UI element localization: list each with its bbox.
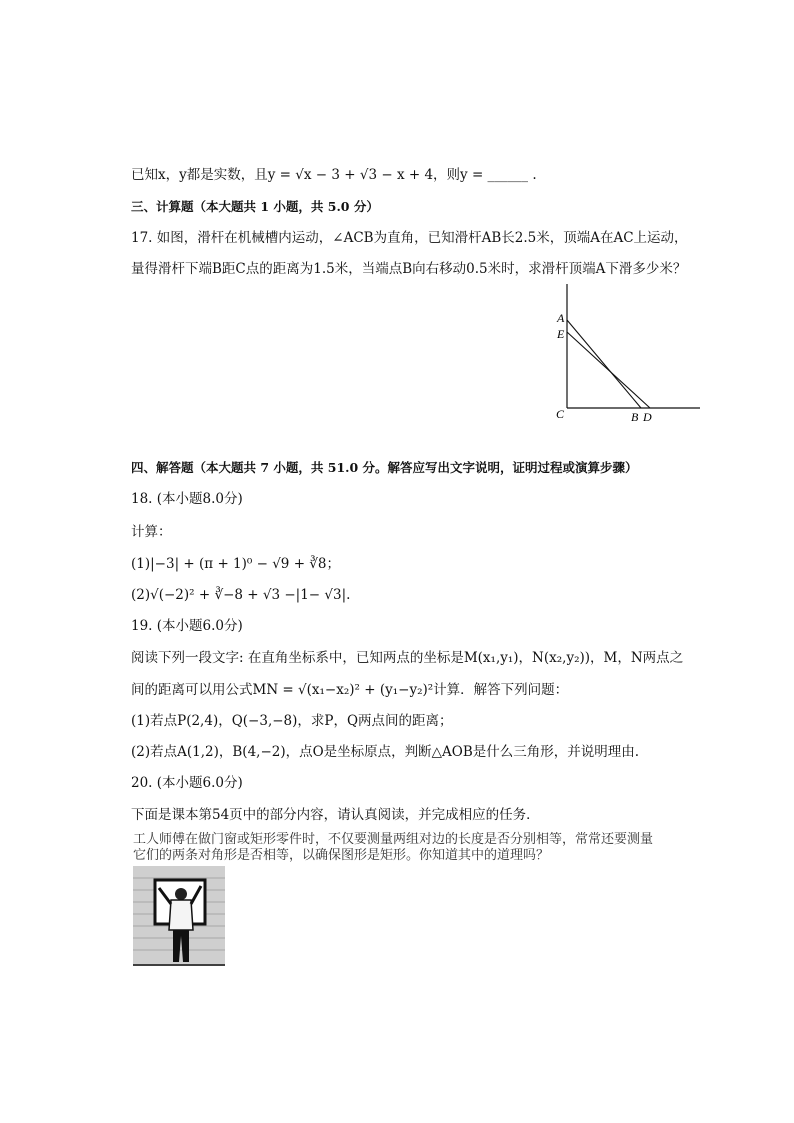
q19-line1: 阅读下列一段文字: 在直角坐标系中，已知两点的坐标是M(x₁,y₁)，N(x₂,y₂))，M，N两点之	[131, 650, 684, 666]
q19-part1: (1)若点P(2,4)，Q(−3,−8)，求P，Q两点间的距离；	[131, 713, 453, 729]
q17-line2: 量得滑杆下端B距C点的距离为1.5米，当端点B向右移动0.5米时，求滑杆顶端A下滑多少米？	[131, 261, 687, 277]
q19-part2: (2)若点A(1,2)，B(4,−2)，点O是坐标原点，判断△AOB是什么三角形，并说明理由.	[131, 744, 640, 760]
rod-ab	[567, 320, 641, 408]
q18-part2: (2)√(−2)² + ∛−8 + √3 −|1− √3|.	[131, 587, 351, 603]
q20-line1: 下面是课本第54页中的部分内容，请认真阅读，并完成相应的任务．	[131, 807, 540, 823]
q19-line2: 间的距离可以用公式MN = √(x₁−x₂)² + (y₁−y₂)²计算．解答下列问题：	[131, 682, 569, 698]
label-e: E	[557, 327, 565, 341]
q16	[131, 166, 537, 184]
section4-heading: 四、解答题（本大题共 7 小题，共 51.0 分。解答应写出文字说明，证明过程或演算步骤）	[131, 460, 638, 475]
label-c: C	[556, 407, 565, 421]
sliding-rod-figure	[550, 280, 702, 428]
textbook-line1: 工人师傅在做门窗或矩形零件时，不仅要测量两组对边的长度是否分别相等，常常还要测量	[133, 832, 654, 847]
section3-heading: 三、计算题（本大题共 1 小题，共 5.0 分）	[131, 199, 379, 214]
q18-intro: 计算：	[131, 524, 172, 540]
label-b: B	[631, 410, 639, 424]
label-a: A	[557, 311, 565, 325]
worker-measuring-window-illustration	[133, 866, 229, 968]
q17-line1: 17. 如图，滑杆在机械槽内运动，∠ACB为直角，已知滑杆AB长2.5米，顶端A在AC上运动，	[131, 230, 688, 246]
q18-part1: (1)|−3| + (π + 1)⁰ − √9 + ∛8；	[131, 556, 340, 572]
rod-ed	[567, 332, 650, 408]
q16-text: 已知x，y都是实数，且y = √x − 3 + √3 − x + 4，则y = ______ .	[131, 167, 537, 183]
q19-head: 19. (本小题6.0分)	[131, 618, 243, 634]
q20-head: 20. (本小题6.0分)	[131, 775, 243, 791]
textbook-line2: 它们的两条对角形是否相等，以确保图形是矩形。你知道其中的道理吗？	[133, 848, 550, 863]
textbook-excerpt	[133, 832, 653, 864]
worker-body	[169, 900, 193, 930]
q18-head: 18. (本小题8.0分)	[131, 491, 243, 507]
worker-head	[175, 888, 187, 900]
label-d: D	[643, 410, 652, 424]
